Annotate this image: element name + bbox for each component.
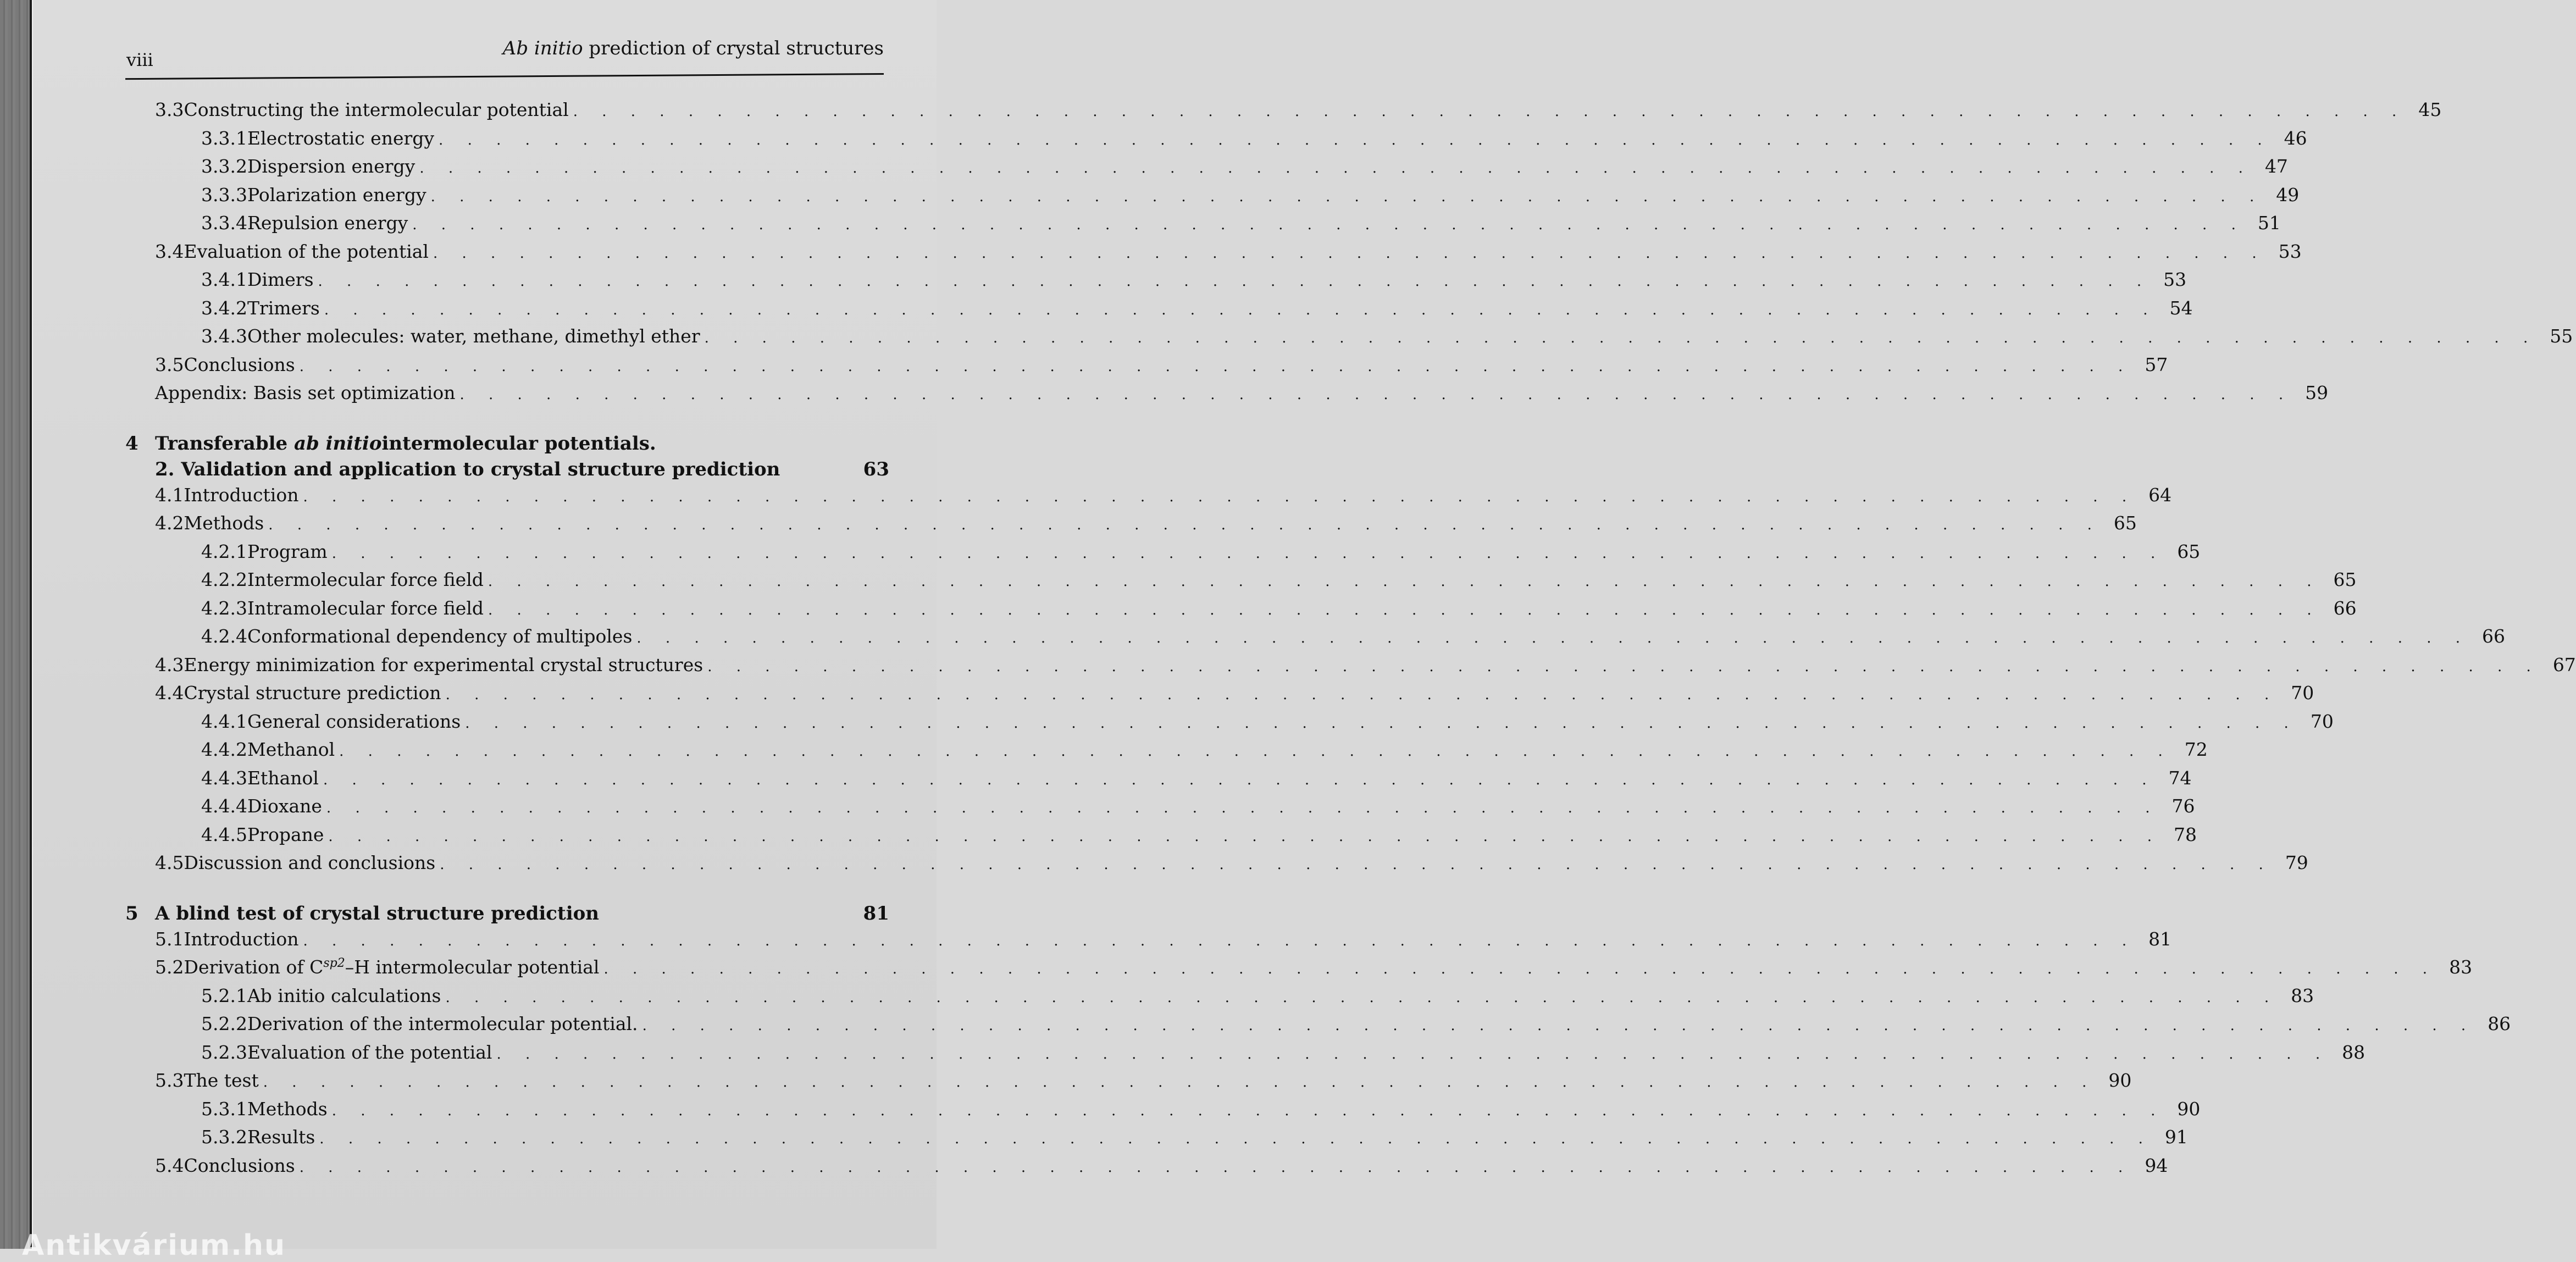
toc-entry[interactable] (125, 1013, 2511, 1042)
chapter-number: 5 (125, 902, 139, 925)
section-number: 4.2.4 (201, 626, 247, 647)
section-number: 5.2 (155, 956, 184, 978)
toc-entry[interactable] (125, 626, 2506, 654)
page-ref: 65 (2113, 512, 2137, 534)
section-number: 4.4.4 (201, 795, 247, 817)
toc-entry[interactable] (125, 212, 2281, 241)
page-ref: 90 (2108, 1070, 2132, 1091)
page-ref: 83 (2449, 956, 2473, 978)
section-title: Crystal structure prediction (184, 682, 441, 704)
toc-entry[interactable] (125, 325, 2573, 354)
page-ref: 67 (2552, 654, 2576, 676)
page-ref: 63 (863, 458, 889, 480)
section-number: 4.4.5 (201, 823, 247, 845)
leader-dots: . . . . . . . . . . . . . . . . . . . . . . . . . . . . . . . . . . . . . . . . . . . . . . . . . . . . . . . . . . . . . . . . (323, 771, 2157, 788)
toc-entry[interactable] (125, 956, 2473, 985)
toc-entry[interactable] (125, 710, 2334, 739)
chapter-title-line (125, 903, 889, 928)
toc-entry[interactable] (125, 127, 2307, 156)
toc-entry[interactable] (125, 184, 2300, 213)
toc-entry[interactable] (125, 795, 2195, 824)
toc-entry[interactable] (125, 1098, 2201, 1127)
chapter-subtitle: 2. Validation and application to crystal structure prediction (155, 458, 780, 480)
toc-entry[interactable] (125, 484, 2172, 513)
section-number: 5.2.1 (201, 984, 247, 1006)
section-number: 3.4 (155, 240, 184, 262)
section-number: 4.4.1 (201, 710, 247, 732)
leader-dots: . . . . . . . . . . . . . . . . . . . . . . . . . . . . . . . . . . . . . . . . . . . . . . . . . . . . . . . . . . . . . . . . (303, 932, 2137, 949)
leader-dots: . . . . . . . . . . . . . . . . . . . . . . . . . . . . . . . . . . . . . . . . . . . . . . . . . . . . . . . . . . . . . . . . (487, 573, 2322, 590)
page-ref: 47 (2264, 156, 2288, 177)
leader-dots: . . . . . . . . . . . . . . . . . . . . . . . . . . . . . . . . . . . . . . . . . . . . . . . . . . . . . . . . . . . . . . . . (465, 715, 2298, 732)
page-ref: 65 (2177, 540, 2201, 562)
toc-entry[interactable] (125, 597, 2357, 626)
chapter-title-part: intermolecular potentials. (381, 432, 656, 455)
toc-entry[interactable] (125, 353, 2168, 383)
leader-dots: . . . . . . . . . . . . . . . . . . . . . . . . . . . . . . . . . . . . . . . . . . . . . . . . . . . . . . . . . . . . . . . . (324, 301, 2158, 318)
leader-dots: . . . . . . . . . . . . . . . . . . . . . . . . . . . . . . . . . . . . . . . . . . . . . . . . . . . . . . . . . . . . . . . . (439, 131, 2272, 148)
toc-entry[interactable] (125, 823, 2197, 853)
section-number: 3.3.3 (201, 184, 247, 206)
section-number: 5.1 (155, 928, 184, 950)
page-ref: 78 (2174, 823, 2197, 845)
toc-entry[interactable] (125, 156, 2288, 184)
section-number: 3.4.1 (201, 269, 247, 290)
leader-dots: . . . . . . . . . . . . . . . . . . . . . . . . . . . . . . . . . . . . . . . . . . . . . . . . . . . . . . . . . . . . . . . . (299, 358, 2133, 375)
section-title: Trimers (247, 297, 320, 319)
leader-dots: . . . . . . . . . . . . . . . . . . . . . . . . . . . . . . . . . . . . . . . . . . . . . . . . . . . . . . . . . . . . . . . . (326, 800, 2160, 816)
chapter-title-line-1 (125, 433, 889, 458)
leader-dots: . . . . . . . . . . . . . . . . . . . . . . . . . . . . . . . . . . . . . . . . . . . . . . . . . . . . . . . . . . . . . . . . (303, 488, 2137, 505)
page-ref: 81 (2148, 928, 2172, 950)
toc-entry[interactable] (125, 1126, 2188, 1155)
leader-dots: . . . . . . . . . . . . . . . . . . . . . . . . . . . . . . . . . . . . . . . . . . . . . . . . . . . . . . . . . . . . . . . . (459, 386, 2294, 403)
toc-entry[interactable] (125, 269, 2187, 297)
leader-dots: . . . . . . . . . . . . . . . . . . . . . . . . . . . . . . . . . . . . . . . . . . . . . . . . . . . . . . . . . . . . . . . . (263, 1074, 2097, 1091)
section-title: Methods (184, 512, 264, 534)
leader-dots: . . . . . . . . . . . . . . . . . . . . . . . . . . . . . . . . . . . . . . . . . . . . . . . . . . . . . . . . . . . . . . . . (331, 545, 2165, 562)
leader-dots: . . . . . . . . . . . . . . . . . . . . . . . . . . . . . . . . . . . . . . . . . . . . . . . . . . . . . . . . . . . . . . . . (328, 828, 2162, 845)
leader-dots: . . . . . . . . . . . . . . . . . . . . . . . . . . . . . . . . . . . . . . . . . . . . . . . . . . . . . . . . . . . . . . . . (488, 601, 2322, 618)
leader-dots: . . . . . . . . . . . . . . . . . . . . . . . . . . . . . . . . . . . . . . . . . . . . . . . . . . . . . . . . . . . . . . . . (268, 517, 2102, 533)
toc-entry[interactable] (125, 297, 2193, 326)
toc-entry[interactable] (125, 512, 2137, 541)
section-title: General considerations (247, 710, 461, 732)
section-number: 3.3.2 (201, 156, 247, 177)
toc-entry[interactable] (125, 569, 2357, 597)
section-title: Intermolecular force field (247, 569, 484, 590)
page-ref: 70 (2310, 710, 2334, 732)
page-ref: 57 (2145, 353, 2168, 375)
toc-entry[interactable] (125, 984, 2314, 1014)
section-number: 4.3 (155, 654, 184, 676)
toc-entry[interactable] (125, 99, 2442, 128)
section-title: Dispersion energy (247, 156, 416, 177)
page-ref: 66 (2333, 597, 2357, 619)
section-title: Ethanol (247, 767, 319, 789)
chapter-title: A blind test of crystal structure prediction (155, 902, 600, 925)
section-title: Conformational dependency of multipoles (247, 626, 633, 647)
toc-entry[interactable] (125, 540, 2201, 569)
superscript: sp2 (323, 956, 345, 970)
section-title: Evaluation of the potential (247, 1041, 492, 1063)
leader-dots: . . . . . . . . . . . . . . . . . . . . . . . . . . . . . . . . . . . . . . . . . . . . . . . . . . . . . . . . . . . . . . . . (573, 103, 2407, 120)
toc-entry[interactable] (125, 654, 2576, 683)
section-title: Ab initio calculations (247, 984, 441, 1006)
page-ref: 76 (2171, 795, 2195, 817)
leader-dots: . . . . . . . . . . . . . . . . . . . . . . . . . . . . . . . . . . . . . . . . . . . . . . . . . . . . . . . . . . . . . . . . (339, 743, 2173, 760)
page-ref: 86 (2488, 1013, 2511, 1034)
chapter-number: 4 (125, 432, 139, 455)
section-title: Energy minimization for experimental crystal structures (184, 654, 703, 676)
page-ref: 91 (2164, 1126, 2188, 1148)
running-title (503, 37, 884, 59)
section-number: 4.2.1 (201, 540, 247, 562)
page-ref: 53 (2278, 240, 2302, 262)
section-title: Introduction (184, 928, 299, 950)
section-number: 4.4 (155, 682, 184, 704)
table-of-contents (125, 99, 2576, 1183)
section-title: Constructing the intermolecular potential (184, 99, 569, 120)
page-ref: 72 (2184, 739, 2208, 760)
chapter-title-part: Transferable (155, 432, 288, 455)
page-ref: 66 (2482, 626, 2506, 647)
leader-dots: . . . . . . . . . . . . . . . . . . . . . . . . . . . . . . . . . . . . . . . . . . . . . . . . . . . . . . . . . . . . . . . . (642, 1017, 2476, 1034)
leader-dots: . . . . . . . . . . . . . . . . . . . . . . . . . . . . . . . . . . . . . . . . . . . . . . . . . . . . . . . . . . . . . . . . (440, 856, 2273, 873)
page-ref: 53 (2163, 269, 2187, 290)
page-ref: 90 (2177, 1098, 2201, 1120)
section-number: 5.4 (155, 1154, 184, 1176)
section-title: Introduction (184, 484, 299, 506)
section-number: 4.2.3 (201, 597, 247, 619)
section-number: 5.2.2 (201, 1013, 247, 1034)
leader-dots: . . . . . . . . . . . . . . . . . . . . . . . . . . . . . . . . . . . . . . . . . . . . . . . . . . . . . . . . . . . . . . . . (636, 630, 2470, 646)
page-ref: 54 (2169, 297, 2193, 319)
leader-dots: . . . . . . . . . . . . . . . . . . . . . . . . . . . . . . . . . . . . . . . . . . . . . . . . . . . . . . . . . . . . . . . . (319, 1131, 2153, 1147)
section-title: Appendix: Basis set optimization (155, 382, 456, 403)
section-title: Conclusions (184, 1154, 295, 1176)
section-title: Derivation of the intermolecular potential. (247, 1013, 638, 1034)
section-number: 4.5 (155, 852, 184, 873)
title-part: –H intermolecular potential (345, 956, 600, 978)
page-ref: 88 (2342, 1041, 2366, 1063)
section-title: Discussion and conclusions (184, 852, 436, 873)
leader-dots: . . . . . . . . . . . . . . . . . . . . . . . . . . . . . . . . . . . . . . . . . . . . . . . . . . . . . . . . . . . . . . . . (299, 1159, 2133, 1176)
section-number: 3.3.4 (201, 212, 247, 234)
leader-dots: . . . . . . . . . . . . . . . . . . . . . . . . . . . . . . . . . . . . . . . . . . . . . . . . . . . . . . . . . . . . . . . . (430, 188, 2264, 205)
section-title: Intramolecular force field (247, 597, 484, 619)
page-ref: 64 (2148, 484, 2172, 506)
section-number: 3.4.2 (201, 297, 247, 319)
section-number: 3.4.3 (201, 325, 247, 347)
page-ref: 59 (2305, 382, 2329, 403)
section-title: Electrostatic energy (247, 127, 435, 149)
title-part: Derivation of C (184, 956, 324, 978)
section-title: Dioxane (247, 795, 322, 817)
leader-dots: . . . . . . . . . . . . . . . . . . . . . . . . . . . . . . . . . . . . . . . . . . . . . . . . . . . . . . . . . . . . . . . . (331, 1102, 2165, 1119)
toc-entry[interactable] (125, 767, 2192, 796)
section-number: 4.1 (155, 484, 184, 506)
section-title: The test (184, 1070, 259, 1091)
section-number: 5.2.3 (201, 1041, 247, 1063)
toc-entry[interactable] (125, 682, 2314, 711)
toc-entry[interactable] (125, 1041, 2366, 1070)
page-ref: 46 (2284, 127, 2307, 149)
page-ref: 49 (2276, 184, 2300, 206)
leader-dots: . . . . . . . . . . . . . . . . . . . . . . . . . . . . . . . . . . . . . . . . . . . . . . . . . . . . . . . . . . . . . . . . (412, 217, 2246, 233)
leader-dots: . . . . . . . . . . . . . . . . . . . . . . . . . . . . . . . . . . . . . . . . . . . . . . . . . . . . . . . . . . . . . . . . (433, 245, 2267, 262)
spacer (125, 411, 889, 433)
section-number: 3.3.1 (201, 127, 247, 149)
section-title: Conclusions (184, 353, 295, 375)
page-ref: 81 (863, 902, 889, 925)
page-ref: 94 (2145, 1154, 2168, 1176)
section-number: 5.3.1 (201, 1098, 247, 1120)
toc-entry[interactable] (125, 1070, 2132, 1098)
page-ref: 79 (2285, 852, 2308, 873)
page-ref: 65 (2333, 569, 2357, 590)
section-title: Dimers (247, 269, 314, 290)
leader-dots: . . . . . . . . . . . . . . . . . . . . . . . . . . . . . . . . . . . . . . . . . . . . . . . . . . . . . . . . . . . . . . . . (419, 160, 2253, 176)
leader-dots: . . . . . . . . . . . . . . . . . . . . . . . . . . . . . . . . . . . . . . . . . . . . . . . . . . . . . . . . . . . . . . . . (445, 989, 2279, 1006)
section-number: 4.4.2 (201, 739, 247, 760)
section-number: 3.5 (155, 353, 184, 375)
leader-dots: . . . . . . . . . . . . . . . . . . . . . . . . . . . . . . . . . . . . . . . . . . . . . . . . . . . . . . . . . . . . . . . . (445, 687, 2279, 703)
running-header (125, 35, 884, 75)
section-title: Program (247, 540, 328, 562)
toc-entry[interactable] (125, 1154, 2168, 1183)
leader-dots: . . . . . . . . . . . . . . . . . . . . . . . . . . . . . . . . . . . . . . . . . . . . . . . . . . . . . . . . . . . . . . . . (318, 273, 2152, 290)
running-title-rest: prediction of crystal structures (583, 37, 884, 59)
chapter-title-italic: ab initio (294, 432, 382, 455)
section-number: 4.2.2 (201, 569, 247, 590)
leader-dots: . . . . . . . . . . . . . . . . . . . . . . . . . . . . . . . . . . . . . . . . . . . . . . . . . . . . . . . . . . . . . . . . (704, 330, 2538, 346)
section-number: 5.3 (155, 1070, 184, 1091)
section-title: Evaluation of the potential (184, 240, 429, 262)
chapter-heading[interactable] (125, 903, 889, 928)
toc-entry[interactable] (125, 852, 2308, 881)
book-binding (0, 0, 30, 1249)
section-title: Polarization energy (247, 184, 426, 206)
page-ref: 70 (2291, 682, 2314, 704)
leader-dots: . . . . . . . . . . . . . . . . . . . . . . . . . . . . . . . . . . . . . . . . . . . . . . . . . . . . . . . . . . . . . . . . (603, 961, 2437, 977)
toc-entry[interactable] (125, 739, 2208, 767)
page-ref: 45 (2418, 99, 2442, 120)
section-title: Repulsion energy (247, 212, 408, 234)
section-title: Results (247, 1126, 315, 1148)
chapter-heading[interactable] (125, 433, 889, 484)
section-number: 3.3 (155, 99, 184, 120)
page-ref: 83 (2291, 984, 2314, 1006)
page-ref: 74 (2168, 767, 2192, 789)
section-number: 5.3.2 (201, 1126, 247, 1148)
section-number: 4.4.3 (201, 767, 247, 789)
toc-entry[interactable] (125, 240, 2302, 269)
spacer (125, 881, 889, 903)
toc-entry[interactable] (125, 928, 2172, 957)
section-title (184, 956, 599, 978)
section-title: Methanol (247, 739, 335, 760)
section-number: 4.2 (155, 512, 184, 534)
page-number: viii (126, 49, 153, 70)
leader-dots: . . . . . . . . . . . . . . . . . . . . . . . . . . . . . . . . . . . . . . . . . . . . . . . . . . . . . . . . . . . . . . . . (707, 658, 2541, 675)
section-title: Other molecules: water, methane, dimethyl ether (247, 325, 700, 347)
toc-entry-appendix[interactable] (125, 382, 2329, 411)
page-ref: 51 (2257, 212, 2281, 234)
section-title: Propane (247, 823, 324, 845)
section-title: Methods (247, 1098, 328, 1120)
page-ref: 55 (2550, 325, 2573, 347)
chapter-title-line-2 (125, 458, 889, 484)
running-title-italic: Ab initio (502, 37, 583, 59)
watermark: Antikvárium.hu (22, 1229, 286, 1262)
leader-dots: . . . . . . . . . . . . . . . . . . . . . . . . . . . . . . . . . . . . . . . . . . . . . . . . . . . . . . . . . . . . . . . . (496, 1045, 2330, 1062)
